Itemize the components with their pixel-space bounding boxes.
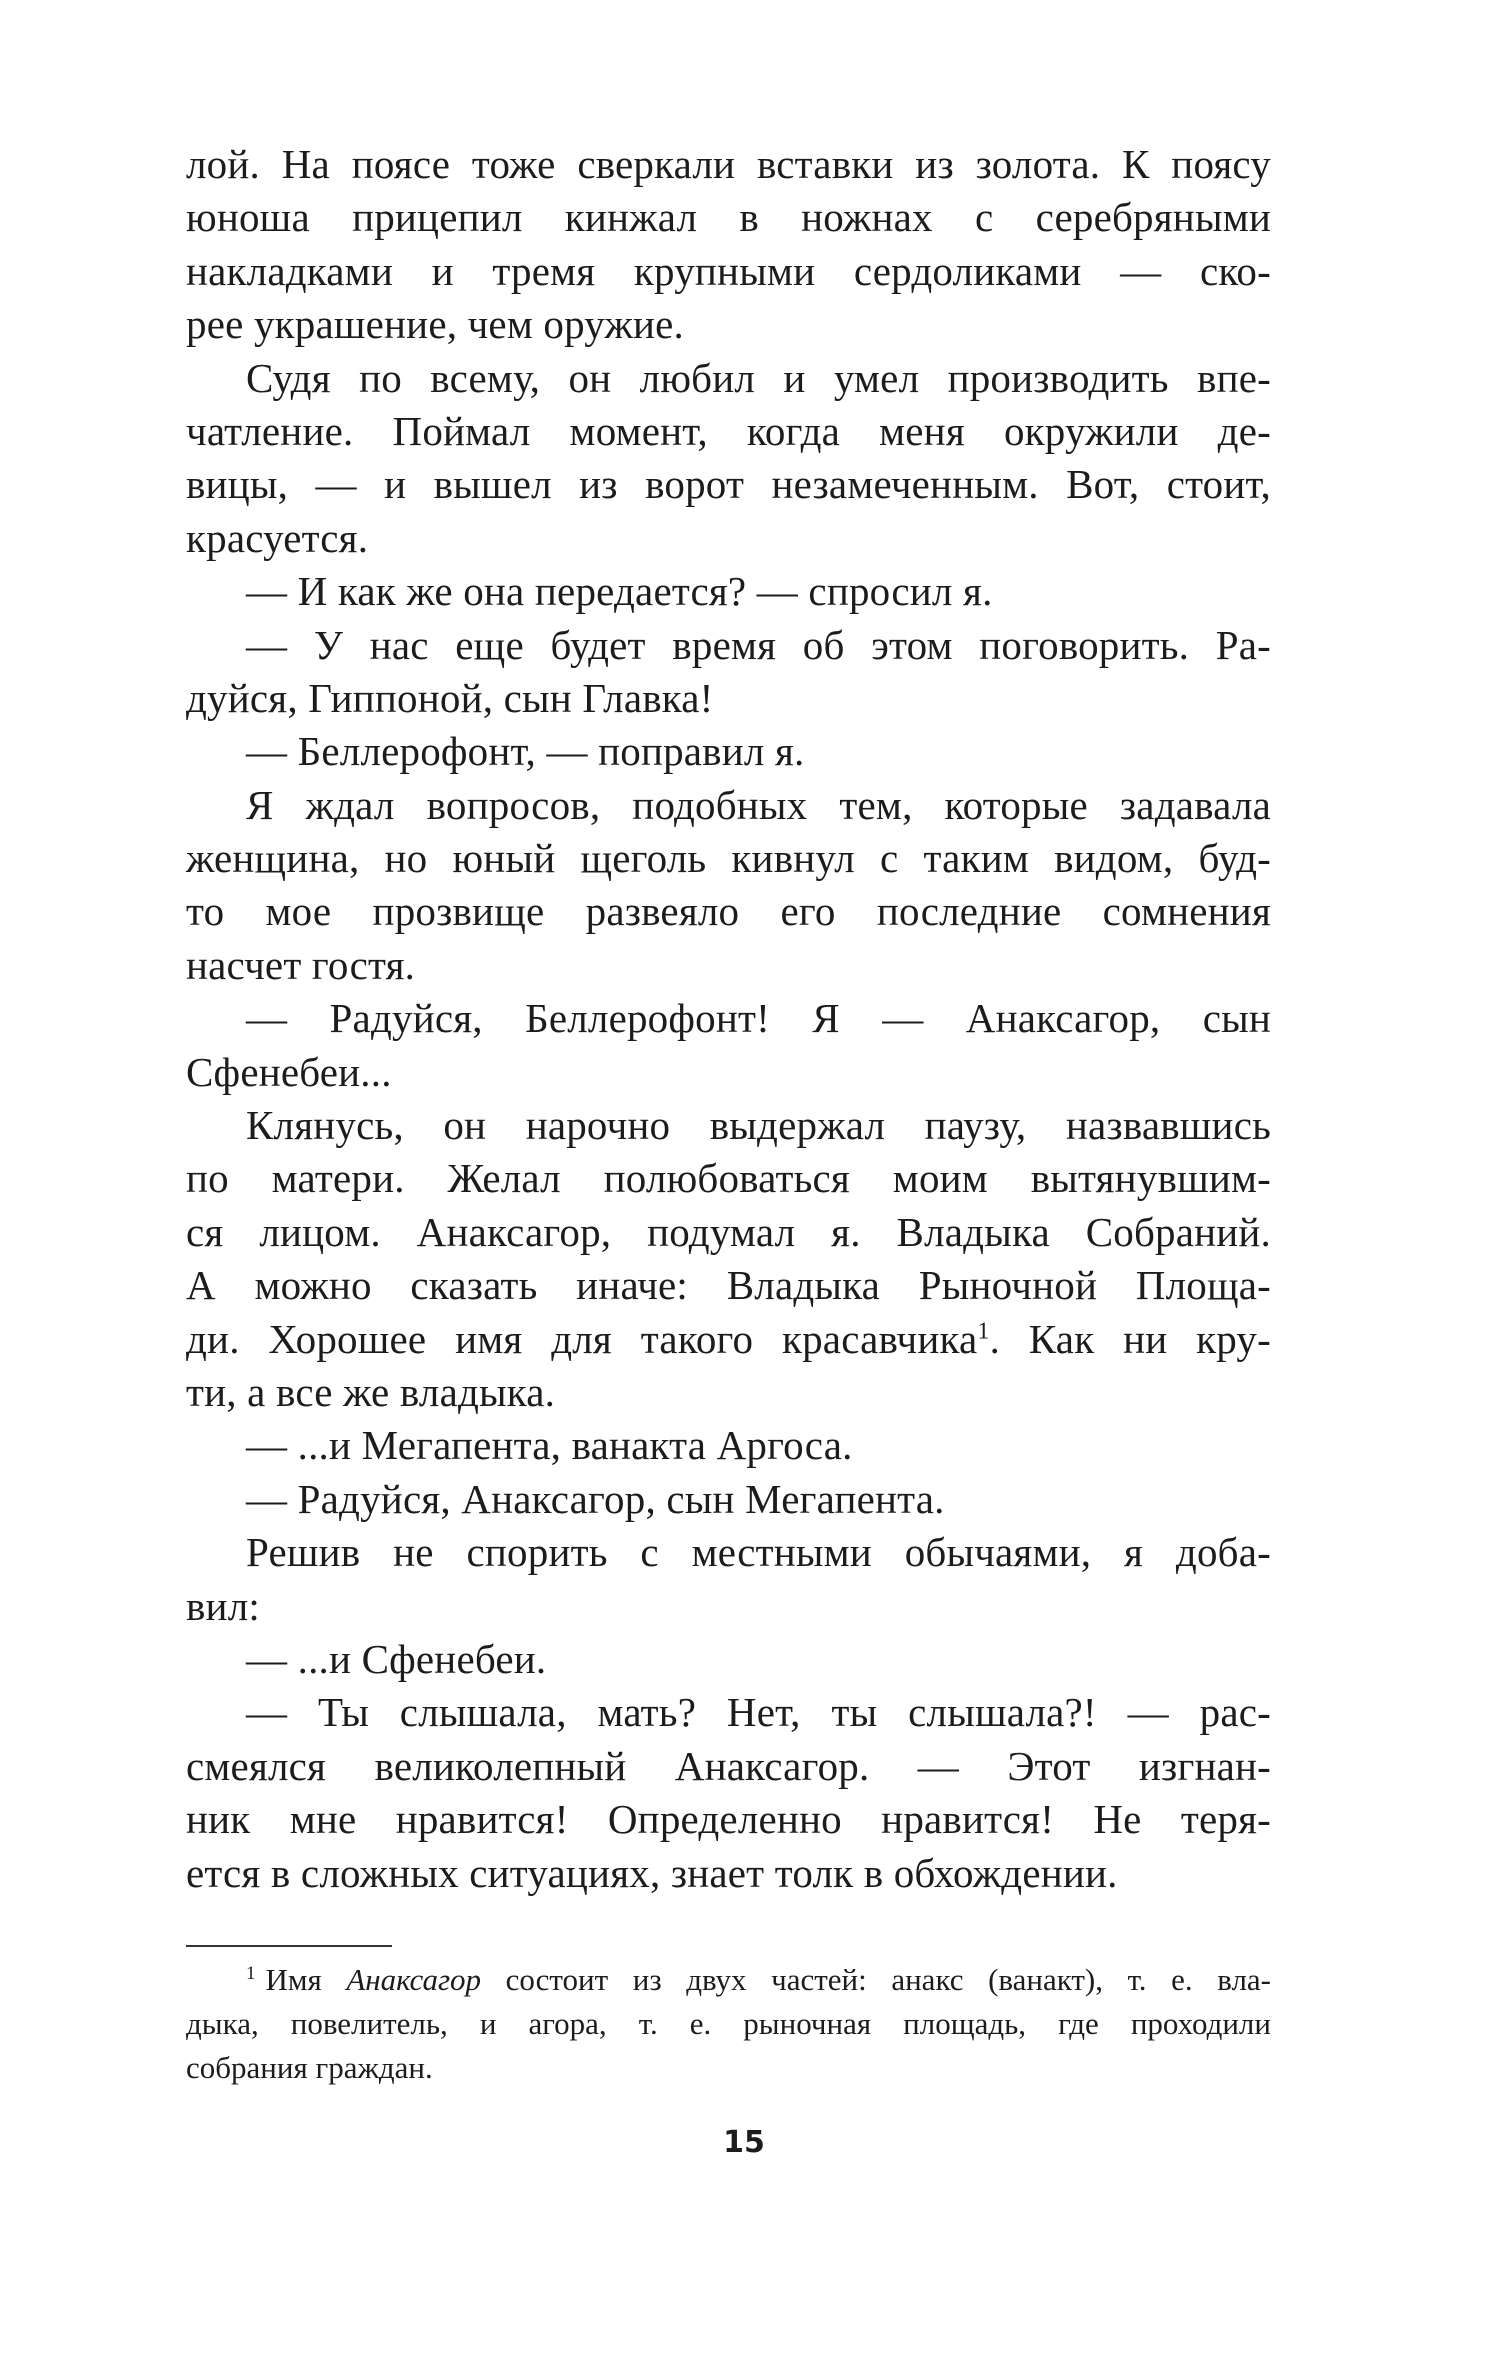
footnote-line: собрания граждан. xyxy=(186,2050,433,2085)
text-line xyxy=(186,1313,1271,1366)
footnote-reference[interactable]: 1 xyxy=(977,1317,990,1344)
text-line: — Радуйся, Анаксагор, сын Мегапента. xyxy=(246,1475,945,1522)
text-line: — Ты слышала, мать? Нет, ты слышала?! — рас- xyxy=(246,1689,1271,1736)
text-line: чатление. Поймал момент, когда меня окружили де- xyxy=(186,407,1271,454)
text-line: — ...и Сфенебеи. xyxy=(246,1635,547,1682)
text-line: Судя по всему, он любил и умел производить впе- xyxy=(246,354,1271,401)
text-line: ти, а все же владыка. xyxy=(186,1368,556,1415)
text-segment: . Как ни кру- xyxy=(989,1315,1271,1362)
text-line: смеялся великолепный Анаксагор. — Этот изгнан- xyxy=(186,1742,1271,1789)
footnote-text: состоит из двух частей: анакс (ванакт), т. е. вла- xyxy=(481,1962,1272,1997)
text-line: — И как же она передается? — спросил я. xyxy=(246,568,993,615)
footnote-italic-term: Анаксагор xyxy=(346,1962,482,1997)
footnote xyxy=(186,1958,1271,2090)
text-line: — ...и Мегапента, ванакта Аргоса. xyxy=(246,1422,853,1469)
text-line: лой. На поясе тоже сверкали вставки из золота. К поясу xyxy=(186,141,1271,187)
text-line: ник мне нравится! Определенно нравится! Не теря- xyxy=(186,1796,1271,1843)
page-number: 15 xyxy=(723,2125,765,2160)
body-text xyxy=(186,138,1271,1900)
text-line: — Радуйся, Беллерофонт! Я — Анаксагор, сын xyxy=(246,995,1271,1042)
text-line: насчет гостя. xyxy=(186,941,416,988)
text-line: А можно сказать иначе: Владыка Рыночной Площа- xyxy=(186,1262,1271,1309)
text-line: Сфенебеи... xyxy=(186,1048,392,1095)
text-line: красуется. xyxy=(186,514,369,561)
footnote-line: дыка, повелитель, и агора, т. е. рыночная площадь, где проходили xyxy=(186,2006,1271,2041)
text-line: Я ждал вопросов, подобных тем, которые задавала xyxy=(246,781,1271,828)
text-line: дуйся, Гиппоной, сын Главка! xyxy=(186,674,714,721)
text-line: — Беллерофонт, — поправил я. xyxy=(246,728,805,775)
text-line: по матери. Желал полюбоваться моим вытянувшим- xyxy=(186,1155,1271,1202)
text-line: то мое прозвище развеяло его последние сомнения xyxy=(186,888,1271,935)
text-line: накладками и тремя крупными сердоликами — ско- xyxy=(186,247,1271,294)
text-line: вицы, — и вышел из ворот незамеченным. Вот, стоит, xyxy=(186,461,1271,508)
text-line: рее украшение, чем оружие. xyxy=(186,301,684,348)
footnote-marker: 1 xyxy=(246,1962,256,1984)
text-segment: ди. Хорошее имя для такого красавчика xyxy=(186,1315,978,1362)
footnote-text: Имя xyxy=(265,1962,347,1997)
text-line: вил: xyxy=(186,1582,260,1629)
footnote-divider xyxy=(186,1945,392,1947)
text-line: ется в сложных ситуациях, знает толк в обхождении. xyxy=(186,1849,1118,1896)
text-line: юноша прицепил кинжал в ножнах с серебряными xyxy=(186,194,1271,241)
text-line: — У нас еще будет время об этом поговорить. Ра- xyxy=(246,621,1271,668)
text-line: женщина, но юный щеголь кивнул с таким видом, буд- xyxy=(186,835,1271,882)
text-line: Клянусь, он нарочно выдержал паузу, назвавшись xyxy=(246,1102,1271,1149)
footnote-line xyxy=(186,1958,1271,2002)
text-line: Решив не спорить с местными обычаями, я доба- xyxy=(246,1529,1271,1576)
text-line: ся лицом. Анаксагор, подумал я. Владыка Собраний. xyxy=(186,1208,1271,1255)
